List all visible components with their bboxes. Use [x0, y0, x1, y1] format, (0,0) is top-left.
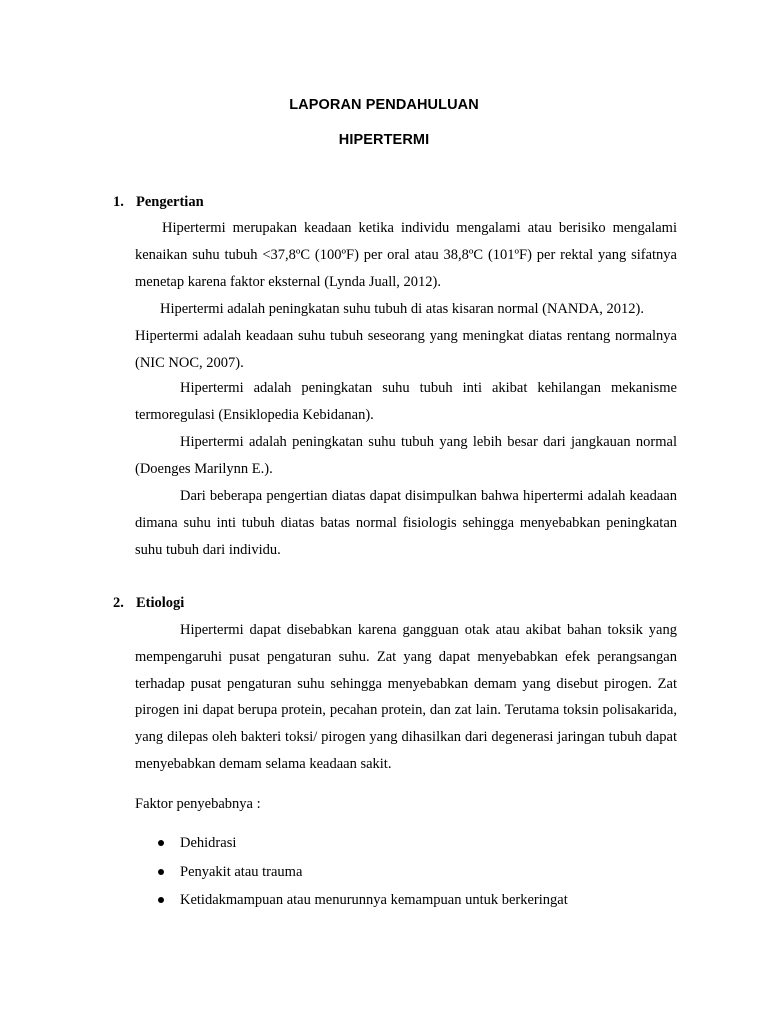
bullet-icon	[158, 897, 164, 903]
list-item-text: Penyakit atau trauma	[180, 863, 303, 880]
bullet-icon	[158, 840, 164, 846]
paragraph: Hipertermi adalah peningkatan suhu tubuh di atas kisaran normal (NANDA, 2012).	[160, 301, 645, 317]
list-item-text: Dehidrasi	[180, 835, 237, 851]
section-number: 1.	[113, 194, 124, 210]
list-item-text: Ketidakmampuan atau menurunnya kemampuan untuk berkeringat	[180, 892, 568, 908]
section-title: Etiologi	[136, 595, 185, 611]
paragraph: Hipertermi adalah peningkatan suhu tubuh yang lebih besar dari jangkauan normal (Doenges Marilynn E.).	[135, 434, 677, 477]
paragraph: Hipertermi dapat disebabkan karena gangguan otak atau akibat bahan toksik yang mempengaruhi pusat pengaturan suhu. Zat yang dapat menyebabkan efek perangsangan terhadap pusat pengaturan suhu sehingga menyebabkan demam yang disebut pirogen. Zat pirogen ini dapat berupa protein, pecahan protein, dan zat lain. Terutama toksin polisakarida, yang dilepas oleh bakteri toksi/ pirogen yang dihasilkan dari degenerasi jaringan tubuh dapat menyebabkan demam selama keadaan sakit.	[135, 622, 677, 772]
section-heading-etiologi	[113, 594, 184, 612]
paragraph: Hipertermi adalah peningkatan suhu tubuh inti akibat kehilangan mekanisme termoregulasi (Ensiklopedia Kebidanan).	[135, 380, 677, 423]
paragraph: Hipertermi adalah keadaan suhu tubuh seseorang yang meningkat diatas rentang normalnya (NIC NOC, 2007).	[135, 328, 677, 371]
paragraph: Hipertermi merupakan keadaan ketika individu mengalami atau berisiko mengalami kenaikan suhu tubuh <37,8ºC (100ºF) per oral atau 38,8ºC (101ºF) per rektal yang sifatnya menetap karena faktor eksternal (Lynda Juall, 2012).	[135, 220, 677, 290]
section-number: 2.	[113, 595, 124, 611]
section-heading-pengertian	[113, 193, 204, 211]
document-subtitle: HIPERTERMI	[338, 132, 430, 148]
factors-label: Faktor penyebabnya :	[135, 796, 261, 812]
paragraph: Dari beberapa pengertian diatas dapat disimpulkan bahwa hipertermi adalah keadaan dimana suhu inti tubuh diatas batas normal fisiologis sehingga menyebabkan peningkatan suhu tubuh dari individu.	[135, 488, 677, 558]
bullet-icon	[158, 869, 164, 875]
section-title: Pengertian	[136, 194, 204, 210]
document-title: LAPORAN PENDAHULUAN	[289, 97, 479, 113]
